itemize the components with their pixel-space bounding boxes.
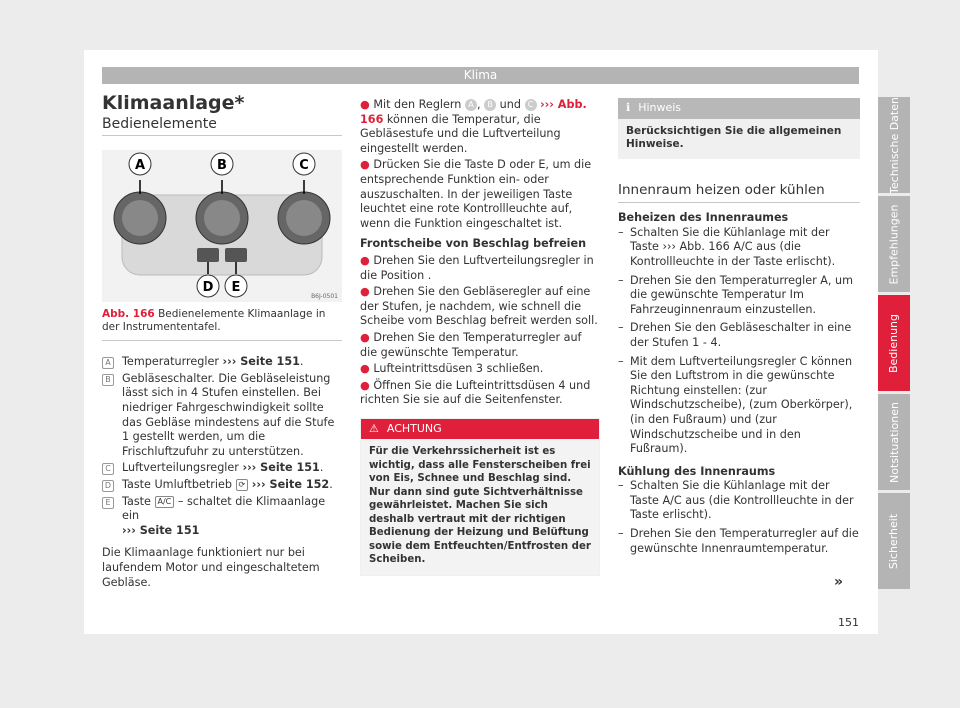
bullet-1: ● Mit den Reglern A , B und C ››› Abb. 166 können die Temperatur, die Gebläsestufe und die Luftverteilung eingestellt werden. [360,98,587,155]
legend-item-e: E Taste A/C – schaltet die Klimaanlage ein ››› Seite 151 [102,495,342,539]
note-box [618,98,860,159]
closing-paragraph: Die Klimaanlage funktioniert nur bei laufendem Motor und eingeschaltetem Gebläse. [102,546,320,589]
column-middle [360,98,600,576]
tab-technische-daten[interactable]: Technische Daten [878,97,910,193]
warning-box [360,418,600,576]
note-title: Hinweis [638,101,682,114]
page-number: 151 [838,616,859,629]
figure-label-e: E [231,280,241,296]
defog-step-3: ● Drehen Sie den Temperaturregler auf die gewünschte Temperatur. [360,330,582,359]
caption-prefix: Abb. 166 [102,308,155,321]
legend-item-b: B Gebläseschalter. Die Gebläseleistung lässt sich in 4 Stufen einstellen. Bei niedriger Fahrgeschwindigkeit sollte das Gebläse mindestens auf die Stufe 1 gestellt werden, um die Frischluftzufuhr zu unterstützen. [102,372,342,460]
heating-step-1: – Schalten Sie die Kühlanlage mit der Taste ››› Abb. 166 A/C aus (die Kontrollleuchte in der Taste erlischt). [618,225,836,268]
bullet-2: ● Drücken Sie die Taste D oder E, um die entsprechende Funktion ein- oder auszuschalten. In der jeweiligen Taste leuchtet eine rote Kontrollleuchte auf, wenn die Funktion eingeschaltet ist. [360,158,592,230]
control-panel-image [102,150,342,302]
figure-caption [102,302,342,340]
page-ref-link[interactable]: ››› Seite 151 [222,355,300,369]
page-ref-link[interactable]: ››› Seite 151 [242,461,320,475]
ac-key: A/C [155,496,175,508]
warning-title: ACHTUNG [386,421,442,435]
cooling-step-2: – Drehen Sie den Temperaturregler auf die gewünschte Innenraumtemperatur. [618,527,859,555]
heating-step-3: – Drehen Sie den Gebläseschalter in eine der Stufen 1 - 4. [618,321,852,349]
tab-notsituationen[interactable]: Notsituationen [878,394,910,490]
column-right [618,98,860,556]
tab-sicherheit[interactable]: Sicherheit [878,493,910,589]
figure-166 [102,150,342,341]
legend-item-c: C Luftverteilungsregler ››› Seite 151. [102,461,342,476]
section-title: Klimaanlage* [102,92,245,114]
control-panel-illustration [102,150,342,302]
figure-label-c: C [299,158,309,174]
heating-step-2: – Drehen Sie den Temperaturregler A, um die gewünschte Temperatur Im Fahrzeuginnenraum einzustellen. [618,273,854,316]
legend-item-a: A Temperaturregler ››› Seite 151. [102,355,342,370]
figure-label-d: D [202,280,214,296]
legend-item-d: D Taste Umluftbetrieb ⟳ ››› Seite 152. [102,478,342,493]
page-ref-link[interactable]: ››› Seite 152 [251,477,330,491]
figure-label-b: B [217,158,227,174]
warning-triangle-icon: ⚠ [369,421,379,435]
legend-list [102,355,342,590]
caption-text: Bedienelemente Klimaanlage in der Instrumententafel. [102,308,326,334]
defog-step-4: ● Lufteintrittsdüsen 3 schließen. [360,362,544,376]
figure-code: B6J-0501 [311,293,338,301]
chapter-header: Klima [102,67,859,84]
subsection-title: Bedienelemente [102,117,342,137]
info-icon: ℹ [626,101,631,114]
column-left [102,92,342,590]
defog-section-title: Frontscheibe von Beschlag befreien [360,237,587,251]
defog-step-2: ● Drehen Sie den Gebläseregler auf eine der Stufen, je nachdem, wie schnell die Scheibe vom Beschlag befreit werden soll. [360,285,598,328]
figure-label-a: A [134,158,146,174]
heating-title: Beheizen des Innenraumes [618,211,789,225]
defog-step-5: ● Öffnen Sie die Lufteintrittsdüsen 4 und richten Sie sie auf die Seitenfenster. [360,378,591,407]
note-header [618,98,860,119]
warning-header [361,419,599,440]
cooling-title: Kühlung des Innenraums [618,464,776,478]
heating-step-4: – Mit dem Luftverteilungsregler C können Sie den Luftstrom in die gewünschte Richtung einstellen: (zur Windschutzscheibe), (zum Oberkörper), (in den Fußraum) und (zur Windschutzscheibe und in den Fußraum). [618,354,853,456]
note-text: Berücksichtigen Sie die allgemeinen Hinweise. [626,124,842,150]
page-ref-link[interactable]: ››› Seite 151 [122,523,200,537]
cooling-step-1: – Schalten Sie die Kühlanlage mit der Taste A/C aus (die Kontrollleuchte in der Taste erlischt). [618,479,854,522]
warning-text: Für die Verkehrssicherheit ist es wichtig, dass alle Fensterscheiben frei von Eis, Schnee und Beschlag sind. Nur dann sind gute Sichtverhältnisse gewährleistet. Machen Sie sich deshalb vertraut mit der richtigen Bedienung der Heizung und Belüftung sowie dem Entfeuchten/Entfrosten der Scheiben. [361,439,599,575]
section-heading: Innenraum heizen oder kühlen [618,183,860,204]
tab-empfehlungen[interactable]: Empfehlungen [878,196,910,292]
tab-bedienung[interactable]: Bedienung [878,295,910,391]
defog-step-1: ● Drehen Sie den Luftverteilungsregler in die Position . [360,253,594,282]
continue-arrow: » [834,574,844,590]
chapter-sidebar [878,97,910,592]
figure-ref-link[interactable]: ››› Abb. 166 [360,98,587,126]
recirculation-icon: ⟳ [236,479,249,491]
